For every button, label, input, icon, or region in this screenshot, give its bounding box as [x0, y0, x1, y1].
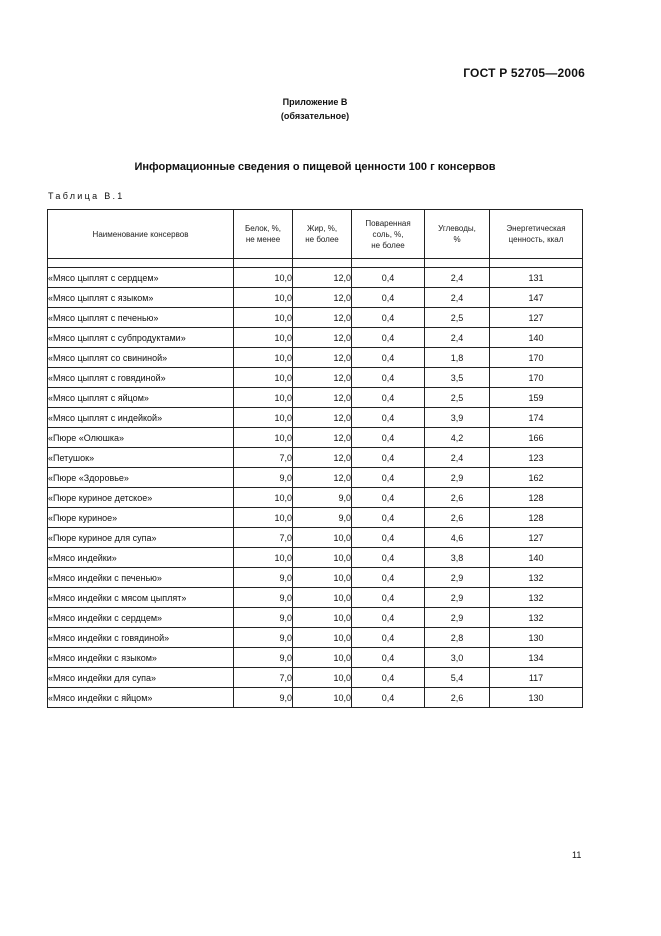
column-header-line: Наименование консервов	[92, 229, 189, 239]
column-header-salt	[352, 210, 425, 259]
cell-carbs: 3,0	[425, 648, 490, 668]
cell-name: «Мясо цыплят с сердцем»	[48, 268, 234, 288]
cell-name: «Мясо индейки с языком»	[48, 648, 234, 668]
cell-fat: 12,0	[293, 468, 352, 488]
cell-carbs: 2,4	[425, 288, 490, 308]
cell-salt: 0,4	[352, 468, 425, 488]
cell-name: «Мясо цыплят с языком»	[48, 288, 234, 308]
column-header-line: не более	[371, 240, 405, 250]
cell-energy: 162	[490, 468, 583, 488]
cell-salt: 0,4	[352, 648, 425, 668]
cell-salt: 0,4	[352, 428, 425, 448]
column-header-line: Энергетическая	[506, 224, 566, 233]
cell-salt: 0,4	[352, 588, 425, 608]
cell-fat: 10,0	[293, 668, 352, 688]
cell-energy: 132	[490, 568, 583, 588]
column-header-line: %	[453, 235, 461, 244]
table-label: Таблица В.1	[48, 191, 125, 201]
cell-energy: 117	[490, 668, 583, 688]
table-row	[48, 668, 583, 688]
cell-name: «Мясо индейки с говядиной»	[48, 628, 234, 648]
cell-protein: 10,0	[234, 348, 293, 368]
table-row	[48, 308, 583, 328]
cell-salt: 0,4	[352, 408, 425, 428]
cell-protein: 9,0	[234, 608, 293, 628]
cell-salt: 0,4	[352, 308, 425, 328]
column-header-line: не более	[305, 235, 339, 244]
cell-carbs: 2,4	[425, 448, 490, 468]
cell-name: «Пюре «Олюшка»	[48, 428, 234, 448]
cell-fat: 12,0	[293, 328, 352, 348]
cell-fat: 9,0	[293, 508, 352, 528]
cell-energy: 174	[490, 408, 583, 428]
cell-carbs: 2,6	[425, 508, 490, 528]
table-row	[48, 388, 583, 408]
cell-energy: 147	[490, 288, 583, 308]
cell-energy: 128	[490, 488, 583, 508]
cell-fat: 12,0	[293, 268, 352, 288]
cell-salt: 0,4	[352, 548, 425, 568]
cell-energy: 134	[490, 648, 583, 668]
cell-protein: 9,0	[234, 688, 293, 708]
cell-fat: 12,0	[293, 428, 352, 448]
cell-salt: 0,4	[352, 288, 425, 308]
cell-salt: 0,4	[352, 608, 425, 628]
cell-fat: 10,0	[293, 648, 352, 668]
cell-carbs: 3,8	[425, 548, 490, 568]
cell-name: «Петушок»	[48, 448, 234, 468]
cell-name: «Пюре «Здоровье»	[48, 468, 234, 488]
cell-carbs: 5,4	[425, 668, 490, 688]
cell-energy: 166	[490, 428, 583, 448]
cell-protein: 10,0	[234, 268, 293, 288]
cell-energy: 127	[490, 528, 583, 548]
cell-carbs: 2,5	[425, 308, 490, 328]
cell-energy: 131	[490, 268, 583, 288]
column-header-line: Поваренная	[365, 218, 411, 228]
table-row	[48, 628, 583, 648]
cell-name: «Мясо индейки с печенью»	[48, 568, 234, 588]
column-header-protein	[234, 210, 293, 259]
column-header-line: Жир, %,	[306, 224, 338, 233]
cell-carbs: 2,9	[425, 468, 490, 488]
cell-energy: 140	[490, 328, 583, 348]
table-row	[48, 268, 583, 288]
cell-name: «Мясо цыплят со свининой»	[48, 348, 234, 368]
cell-salt: 0,4	[352, 508, 425, 528]
cell-fat: 9,0	[293, 488, 352, 508]
cell-energy: 127	[490, 308, 583, 328]
cell-salt: 0,4	[352, 268, 425, 288]
cell-fat: 12,0	[293, 408, 352, 428]
column-header-name	[48, 210, 234, 259]
table-row	[48, 548, 583, 568]
cell-protein: 10,0	[234, 368, 293, 388]
cell-energy: 132	[490, 608, 583, 628]
table-row	[48, 488, 583, 508]
cell-carbs: 3,9	[425, 408, 490, 428]
cell-protein: 10,0	[234, 548, 293, 568]
cell-name: «Мясо индейки с яйцом»	[48, 688, 234, 708]
appendix-title: Приложение В	[282, 97, 348, 107]
cell-protein: 10,0	[234, 388, 293, 408]
cell-carbs: 2,4	[425, 268, 490, 288]
table-row	[48, 368, 583, 388]
cell-carbs: 2,8	[425, 628, 490, 648]
table-body	[48, 268, 583, 708]
page-number: 11	[572, 850, 582, 860]
cell-energy: 170	[490, 368, 583, 388]
cell-carbs: 3,5	[425, 368, 490, 388]
cell-salt: 0,4	[352, 328, 425, 348]
table-row	[48, 348, 583, 368]
cell-protein: 7,0	[234, 448, 293, 468]
cell-fat: 10,0	[293, 528, 352, 548]
cell-salt: 0,4	[352, 528, 425, 548]
cell-name: «Мясо индейки с сердцем»	[48, 608, 234, 628]
cell-name: «Пюре куриное»	[48, 508, 234, 528]
table-row	[48, 568, 583, 588]
column-header-fat	[293, 210, 352, 259]
cell-fat: 12,0	[293, 368, 352, 388]
cell-salt: 0,4	[352, 628, 425, 648]
table-row	[48, 448, 583, 468]
cell-energy: 159	[490, 388, 583, 408]
table-row	[48, 608, 583, 628]
document-code: ГОСТ Р 52705—2006	[463, 66, 585, 80]
cell-protein: 10,0	[234, 508, 293, 528]
cell-fat: 12,0	[293, 388, 352, 408]
column-header-energy	[490, 210, 583, 259]
cell-name: «Пюре куриное для супа»	[48, 528, 234, 548]
appendix-heading	[0, 95, 630, 123]
cell-name: «Мясо цыплят с яйцом»	[48, 388, 234, 408]
cell-protein: 7,0	[234, 668, 293, 688]
cell-energy: 130	[490, 628, 583, 648]
cell-fat: 12,0	[293, 308, 352, 328]
cell-fat: 12,0	[293, 288, 352, 308]
cell-protein: 9,0	[234, 568, 293, 588]
cell-salt: 0,4	[352, 448, 425, 468]
cell-energy: 132	[490, 588, 583, 608]
cell-name: «Мясо индейки для супа»	[48, 668, 234, 688]
cell-fat: 12,0	[293, 448, 352, 468]
table-row	[48, 508, 583, 528]
table-row	[48, 408, 583, 428]
table-row	[48, 528, 583, 548]
nutrition-table	[47, 209, 583, 708]
cell-protein: 10,0	[234, 328, 293, 348]
table-row	[48, 688, 583, 708]
cell-carbs: 4,2	[425, 428, 490, 448]
cell-carbs: 2,4	[425, 328, 490, 348]
table-row	[48, 588, 583, 608]
cell-protein: 9,0	[234, 468, 293, 488]
cell-carbs: 2,6	[425, 488, 490, 508]
cell-carbs: 2,9	[425, 608, 490, 628]
cell-protein: 10,0	[234, 288, 293, 308]
cell-carbs: 2,5	[425, 388, 490, 408]
cell-name: «Мясо индейки»	[48, 548, 234, 568]
column-header-line: Белок, %,	[245, 224, 281, 233]
cell-protein: 10,0	[234, 408, 293, 428]
cell-protein: 10,0	[234, 308, 293, 328]
cell-carbs: 2,9	[425, 588, 490, 608]
cell-carbs: 4,6	[425, 528, 490, 548]
table-row	[48, 428, 583, 448]
cell-energy: 123	[490, 448, 583, 468]
cell-fat: 10,0	[293, 628, 352, 648]
cell-protein: 9,0	[234, 588, 293, 608]
cell-name: «Мясо индейки с мясом цыплят»	[48, 588, 234, 608]
cell-energy: 170	[490, 348, 583, 368]
table-row	[48, 468, 583, 488]
table-header-row	[48, 210, 583, 259]
cell-protein: 10,0	[234, 428, 293, 448]
cell-energy: 128	[490, 508, 583, 528]
cell-protein: 9,0	[234, 628, 293, 648]
cell-carbs: 2,9	[425, 568, 490, 588]
cell-fat: 12,0	[293, 348, 352, 368]
cell-fat: 10,0	[293, 608, 352, 628]
cell-salt: 0,4	[352, 388, 425, 408]
cell-energy: 140	[490, 548, 583, 568]
column-header-line: не менее	[245, 235, 281, 244]
cell-fat: 10,0	[293, 568, 352, 588]
table-row	[48, 288, 583, 308]
cell-salt: 0,4	[352, 488, 425, 508]
column-header-carbs	[425, 210, 490, 259]
cell-fat: 10,0	[293, 588, 352, 608]
cell-name: «Мясо цыплят с субпродуктами»	[48, 328, 234, 348]
cell-salt: 0,4	[352, 568, 425, 588]
cell-energy: 130	[490, 688, 583, 708]
column-header-line: ценность, ккал	[508, 235, 564, 244]
cell-carbs: 2,6	[425, 688, 490, 708]
cell-protein: 7,0	[234, 528, 293, 548]
cell-protein: 10,0	[234, 488, 293, 508]
cell-fat: 10,0	[293, 688, 352, 708]
page-title: Информационные сведения о пищевой ценности 100 г консервов	[134, 161, 496, 173]
cell-name: «Мясо цыплят с индейкой»	[48, 408, 234, 428]
cell-protein: 9,0	[234, 648, 293, 668]
cell-salt: 0,4	[352, 688, 425, 708]
cell-name: «Пюре куриное детское»	[48, 488, 234, 508]
cell-name: «Мясо цыплят с печенью»	[48, 308, 234, 328]
appendix-subtitle: (обязательное)	[280, 111, 350, 121]
cell-carbs: 1,8	[425, 348, 490, 368]
cell-name: «Мясо цыплят с говядиной»	[48, 368, 234, 388]
cell-salt: 0,4	[352, 348, 425, 368]
table-row	[48, 328, 583, 348]
column-header-line: Углеводы,	[438, 224, 476, 233]
table-row	[48, 648, 583, 668]
cell-salt: 0,4	[352, 368, 425, 388]
header-separator-row	[48, 259, 583, 268]
column-header-line: соль, %,	[372, 229, 404, 239]
cell-salt: 0,4	[352, 668, 425, 688]
cell-fat: 10,0	[293, 548, 352, 568]
